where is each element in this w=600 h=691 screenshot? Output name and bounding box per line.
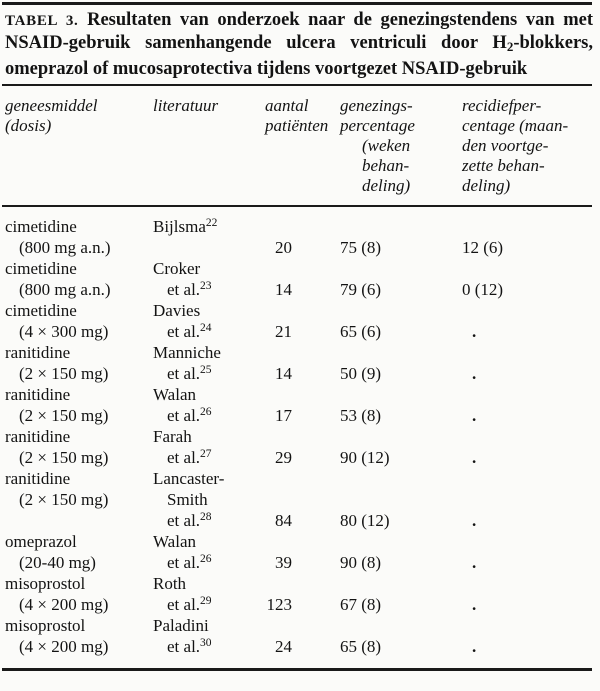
header-line-text: geneesmiddel <box>5 96 98 115</box>
healing-value-cell <box>340 384 462 426</box>
literature-cell <box>153 573 265 615</box>
healing-value: 90 (8) <box>340 553 382 572</box>
drug-name-line <box>5 531 153 552</box>
relapse-value: 12 (6) <box>462 238 504 257</box>
dose-line-text: (800 mg a.n.) <box>19 280 111 299</box>
literature-cell <box>153 300 265 342</box>
drug-name-line <box>5 426 153 447</box>
drug-name-line-text: cimetidine <box>5 301 77 320</box>
patient-count: 39 <box>275 553 292 572</box>
literature-line-text: et al. <box>167 280 201 299</box>
dose-line-text: (2 × 150 mg) <box>19 448 109 467</box>
relapse-value: . <box>472 637 477 656</box>
relapse-value: . <box>472 406 477 425</box>
literature-line <box>153 405 265 426</box>
literature-line <box>153 552 265 573</box>
literature-cell <box>153 531 265 573</box>
healing-value-cell <box>340 258 462 300</box>
drug-name-line-text: cimetidine <box>5 259 77 278</box>
literature-line-text: Croker <box>153 259 201 278</box>
patient-count: 21 <box>275 322 292 341</box>
healing-value: 79 (6) <box>340 280 382 299</box>
literature-cell <box>153 342 265 384</box>
literature-line-text: et al. <box>167 595 201 614</box>
healing-value-cell <box>340 426 462 468</box>
header-line <box>340 136 462 156</box>
healing-value: 65 (6) <box>340 322 382 341</box>
relapse-value-cell <box>462 216 598 258</box>
relapse-value: . <box>472 364 477 383</box>
relapse-value: . <box>472 448 477 467</box>
header-line-text: behan- <box>362 156 410 175</box>
healing-value-cell <box>340 615 462 657</box>
header-line <box>340 176 462 196</box>
literature-line <box>153 531 265 552</box>
header-line <box>462 136 598 156</box>
relapse-value: . <box>472 322 477 341</box>
healing-value-cell <box>340 342 462 384</box>
dose-line <box>5 321 153 342</box>
literature-line-text: Farah <box>153 427 192 446</box>
healing-value: 90 (12) <box>340 448 390 467</box>
literature-line <box>153 216 265 237</box>
relapse-value-cell <box>462 300 598 342</box>
drug-name-line-text: ranitidine <box>5 427 71 446</box>
header-rule <box>2 205 592 207</box>
literature-line-text: Bijlsma <box>153 217 206 236</box>
drug-dose-cell <box>5 426 153 468</box>
literature-line-text: et al. <box>167 406 201 425</box>
dose-line-text: (4 × 200 mg) <box>19 595 109 614</box>
drug-dose-cell <box>5 531 153 573</box>
header-line <box>265 96 340 116</box>
drug-dose-cell <box>5 615 153 657</box>
patient-count: 17 <box>275 406 292 425</box>
patient-count: 14 <box>275 280 292 299</box>
dose-line-text: (800 mg a.n.) <box>19 238 111 257</box>
drug-name-line <box>5 258 153 279</box>
table-row <box>5 615 598 657</box>
table-row <box>5 531 598 573</box>
header-line-text: deling) <box>362 176 411 195</box>
table-row <box>5 342 598 384</box>
drug-dose-cell <box>5 300 153 342</box>
dose-line <box>5 237 153 258</box>
header-line <box>462 96 598 116</box>
literature-line <box>153 342 265 363</box>
literature-cell <box>153 258 265 300</box>
subscript-text: 2 <box>506 39 514 54</box>
literature-line <box>153 636 265 657</box>
patient-count-cell <box>265 615 340 657</box>
literature-line <box>153 615 265 636</box>
healing-value-cell <box>340 573 462 615</box>
drug-name-line-text: ranitidine <box>5 343 71 362</box>
relapse-value: . <box>472 511 477 530</box>
literature-line <box>153 363 265 384</box>
literature-cell <box>153 468 265 531</box>
header-cell-aantal-patienten <box>265 96 340 196</box>
healing-value: 50 (9) <box>340 364 382 383</box>
drug-dose-cell <box>5 258 153 300</box>
patient-count: 84 <box>275 511 292 530</box>
patient-count-cell <box>265 531 340 573</box>
patient-count: 24 <box>275 637 292 656</box>
drug-dose-cell <box>5 573 153 615</box>
drug-dose-cell <box>5 342 153 384</box>
table-row <box>5 216 598 258</box>
citation-superscript: 26 <box>200 406 212 418</box>
dose-line <box>5 594 153 615</box>
patient-count-cell <box>265 468 340 531</box>
dose-line <box>5 636 153 657</box>
header-line-text: patiënten <box>265 116 329 135</box>
literature-line-text: et al. <box>167 511 201 530</box>
relapse-value-cell <box>462 468 598 531</box>
table-header-row <box>5 96 598 196</box>
healing-value-cell <box>340 300 462 342</box>
citation-superscript: 24 <box>200 322 212 334</box>
drug-name-line <box>5 384 153 405</box>
header-line <box>462 116 598 136</box>
drug-name-line <box>5 615 153 636</box>
table-caption <box>5 9 593 80</box>
literature-line <box>153 300 265 321</box>
header-line <box>462 156 598 176</box>
citation-superscript: 27 <box>200 448 212 460</box>
literature-line-text: Smith <box>167 490 208 509</box>
header-line-text: deling) <box>462 176 511 195</box>
healing-value-cell <box>340 216 462 258</box>
dose-line-text: (2 × 150 mg) <box>19 364 109 383</box>
header-line <box>340 116 462 136</box>
relapse-value-cell <box>462 615 598 657</box>
literature-line-text: et al. <box>167 637 201 656</box>
patient-count-cell <box>265 300 340 342</box>
drug-name-line <box>5 342 153 363</box>
caption-line <box>5 58 593 80</box>
table-row <box>5 300 598 342</box>
literature-line-text: Roth <box>153 574 187 593</box>
literature-line <box>153 573 265 594</box>
table-row <box>5 573 598 615</box>
dose-line <box>5 489 153 510</box>
healing-value: 75 (8) <box>340 238 382 257</box>
citation-superscript: 26 <box>200 553 212 565</box>
relapse-value-cell <box>462 426 598 468</box>
dose-line <box>5 279 153 300</box>
header-line-text: recidiefper- <box>462 96 542 115</box>
header-line <box>462 176 598 196</box>
literature-line <box>153 594 265 615</box>
header-line-text: den voortge- <box>462 136 549 155</box>
header-line-text: zette behan- <box>462 156 545 175</box>
caption-text: NSAID-gebruik samenhangende ulcera ventriculi door H <box>5 33 507 53</box>
healing-value-cell <box>340 531 462 573</box>
bottom-rule <box>2 668 592 671</box>
caption-text: -blokkers, <box>513 33 593 53</box>
literature-line <box>153 447 265 468</box>
healing-value: 53 (8) <box>340 406 382 425</box>
relapse-value-cell <box>462 258 598 300</box>
header-line-text: centage (maan- <box>462 116 569 135</box>
patient-count-cell <box>265 426 340 468</box>
drug-name-line <box>5 573 153 594</box>
dose-line <box>5 552 153 573</box>
caption-text: omeprazol of mucosaprotectiva tijdens voortgezet NSAID-gebruik <box>5 59 528 79</box>
header-line <box>153 96 265 116</box>
dose-line-text: (20-40 mg) <box>19 553 96 572</box>
healing-value: 67 (8) <box>340 595 382 614</box>
literature-line <box>153 468 265 489</box>
patient-count-cell <box>265 342 340 384</box>
dose-line-text: (2 × 150 mg) <box>19 406 109 425</box>
literature-line-text: et al. <box>167 553 201 572</box>
literature-line <box>153 384 265 405</box>
header-line-text: (weken <box>362 136 411 155</box>
patient-count: 29 <box>275 448 292 467</box>
header-cell-recidiefpercentage <box>462 96 598 196</box>
citation-superscript: 25 <box>200 364 212 376</box>
drug-name-line-text: ranitidine <box>5 385 71 404</box>
header-line <box>5 116 153 136</box>
drug-dose-cell <box>5 384 153 426</box>
table-number-label: TABEL 3. <box>5 13 79 29</box>
literature-line-text: Walan <box>153 385 196 404</box>
table-row <box>5 426 598 468</box>
literature-line <box>153 279 265 300</box>
healing-value: 65 (8) <box>340 637 382 656</box>
literature-line-text: Manniche <box>153 343 221 362</box>
dose-line-text: (4 × 300 mg) <box>19 322 109 341</box>
literature-line-text: et al. <box>167 448 201 467</box>
header-line-text: aantal <box>265 96 309 115</box>
header-cell-literatuur <box>153 96 265 196</box>
header-line <box>265 116 340 136</box>
drug-name-line <box>5 300 153 321</box>
drug-name-line-text: misoprostol <box>5 616 86 635</box>
table-body <box>5 216 598 657</box>
literature-line-text: Davies <box>153 301 201 320</box>
header-line <box>5 96 153 116</box>
patient-count-cell <box>265 258 340 300</box>
citation-superscript: 23 <box>200 280 212 292</box>
literature-cell <box>153 216 265 258</box>
patient-count-cell <box>265 573 340 615</box>
relapse-value: . <box>472 595 477 614</box>
table-row <box>5 384 598 426</box>
caption-rule <box>2 84 592 86</box>
healing-value-cell <box>340 468 462 531</box>
literature-cell <box>153 615 265 657</box>
header-line-text: percentage <box>340 116 415 135</box>
dose-line <box>5 405 153 426</box>
dose-line-text: (4 × 200 mg) <box>19 637 109 656</box>
header-line-text: literatuur <box>153 96 219 115</box>
literature-line <box>153 489 265 510</box>
header-cell-genezingspercentage <box>340 96 462 196</box>
relapse-value-cell <box>462 573 598 615</box>
drug-name-line <box>5 468 153 489</box>
header-line-text: genezings- <box>340 96 413 115</box>
drug-name-line <box>5 216 153 237</box>
header-line <box>340 156 462 176</box>
caption-line <box>5 32 593 58</box>
patient-count: 20 <box>275 238 292 257</box>
patient-count: 123 <box>266 595 292 614</box>
relapse-value: 0 (12) <box>462 280 504 299</box>
healing-value: 80 (12) <box>340 511 390 530</box>
literature-line-text: Walan <box>153 532 196 551</box>
table-row <box>5 258 598 300</box>
literature-cell <box>153 426 265 468</box>
drug-name-line-text: cimetidine <box>5 217 77 236</box>
relapse-value-cell <box>462 384 598 426</box>
header-line <box>340 96 462 116</box>
caption-line <box>5 9 593 32</box>
dose-line <box>5 447 153 468</box>
relapse-value-cell <box>462 342 598 384</box>
patient-count-cell <box>265 216 340 258</box>
drug-dose-cell <box>5 468 153 531</box>
dose-line-text: (2 × 150 mg) <box>19 490 109 509</box>
citation-superscript: 28 <box>200 511 212 523</box>
header-cell-geneesmiddel-dosis <box>5 96 153 196</box>
literature-line <box>153 510 265 531</box>
drug-name-line-text: ranitidine <box>5 469 71 488</box>
caption-text: Resultaten van onderzoek naar de genezingstendens van met <box>78 10 593 30</box>
citation-superscript: 30 <box>200 637 212 649</box>
literature-line <box>153 258 265 279</box>
drug-name-line-text: misoprostol <box>5 574 86 593</box>
dose-line <box>5 363 153 384</box>
relapse-value: . <box>472 553 477 572</box>
table-row <box>5 468 598 531</box>
patient-count: 14 <box>275 364 292 383</box>
citation-superscript: 22 <box>205 217 218 229</box>
patient-count-cell <box>265 384 340 426</box>
literature-line-text: Lancaster- <box>153 469 225 488</box>
literature-line-text: et al. <box>167 364 201 383</box>
literature-cell <box>153 384 265 426</box>
drug-dose-cell <box>5 216 153 258</box>
header-line-text: (dosis) <box>5 116 52 135</box>
literature-line-text: et al. <box>167 322 201 341</box>
literature-line <box>153 321 265 342</box>
literature-line-text: Paladini <box>153 616 209 635</box>
drug-name-line-text: omeprazol <box>5 532 77 551</box>
top-rule <box>2 2 592 5</box>
literature-line <box>153 426 265 447</box>
citation-superscript: 29 <box>200 595 212 607</box>
relapse-value-cell <box>462 531 598 573</box>
